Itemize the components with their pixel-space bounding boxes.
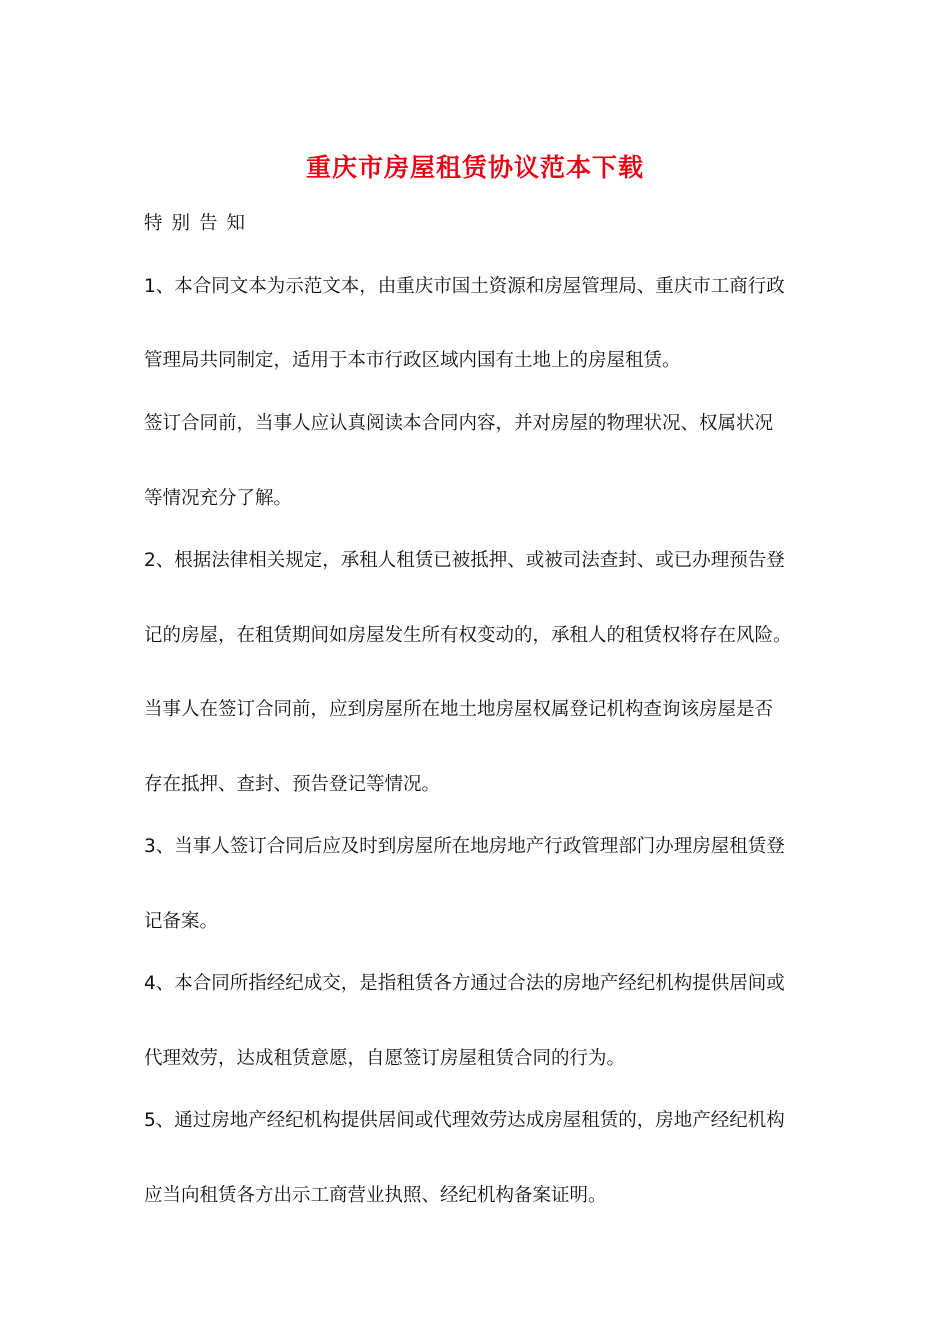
paragraph-line: 管理局共同制定，适用于本市行政区域内国有土地上的房屋租赁。 <box>144 350 681 371</box>
paragraph-line: 4、本合同所指经纪成交，是指租赁各方通过合法的房地产经纪机构提供居间或 <box>144 973 785 994</box>
notice-heading: 特别告知 <box>144 213 255 234</box>
paragraph-line: 3、当事人签订合同后应及时到房屋所在地房地产行政管理部门办理房屋租赁登 <box>144 836 785 857</box>
paragraph-line: 2、根据法律相关规定，承租人租赁已被抵押、或被司法查封、或已办理预告登 <box>144 550 785 571</box>
paragraph-line: 1、本合同文本为示范文本，由重庆市国土资源和房屋管理局、重庆市工商行政 <box>144 276 785 297</box>
paragraph-line: 等情况充分了解。 <box>144 488 293 509</box>
paragraph-line: 应当向租赁各方出示工商营业执照、经纪机构备案证明。 <box>144 1185 607 1206</box>
paragraph-line: 记备案。 <box>144 911 219 932</box>
paragraph-line: 5、通过房地产经纪机构提供居间或代理效劳达成房屋租赁的，房地产经纪机构 <box>144 1110 785 1131</box>
paragraph-line: 当事人在签订合同前，应到房屋所在地土地房屋权属登记机构查询该房屋是否 <box>144 699 774 720</box>
paragraph-line: 代理效劳，达成租赁意愿，自愿签订房屋租赁合同的行为。 <box>144 1048 626 1069</box>
paragraph-line: 存在抵押、查封、预告登记等情况。 <box>144 774 441 795</box>
document-title: 重庆市房屋租赁协议范本下载 <box>305 153 644 182</box>
paragraph-line: 记的房屋，在租赁期间如房屋发生所有权变动的，承租人的租赁权将存在风险。 <box>144 625 792 646</box>
paragraph-line: 签订合同前，当事人应认真阅读本合同内容，并对房屋的物理状况、权属状况 <box>144 413 774 434</box>
